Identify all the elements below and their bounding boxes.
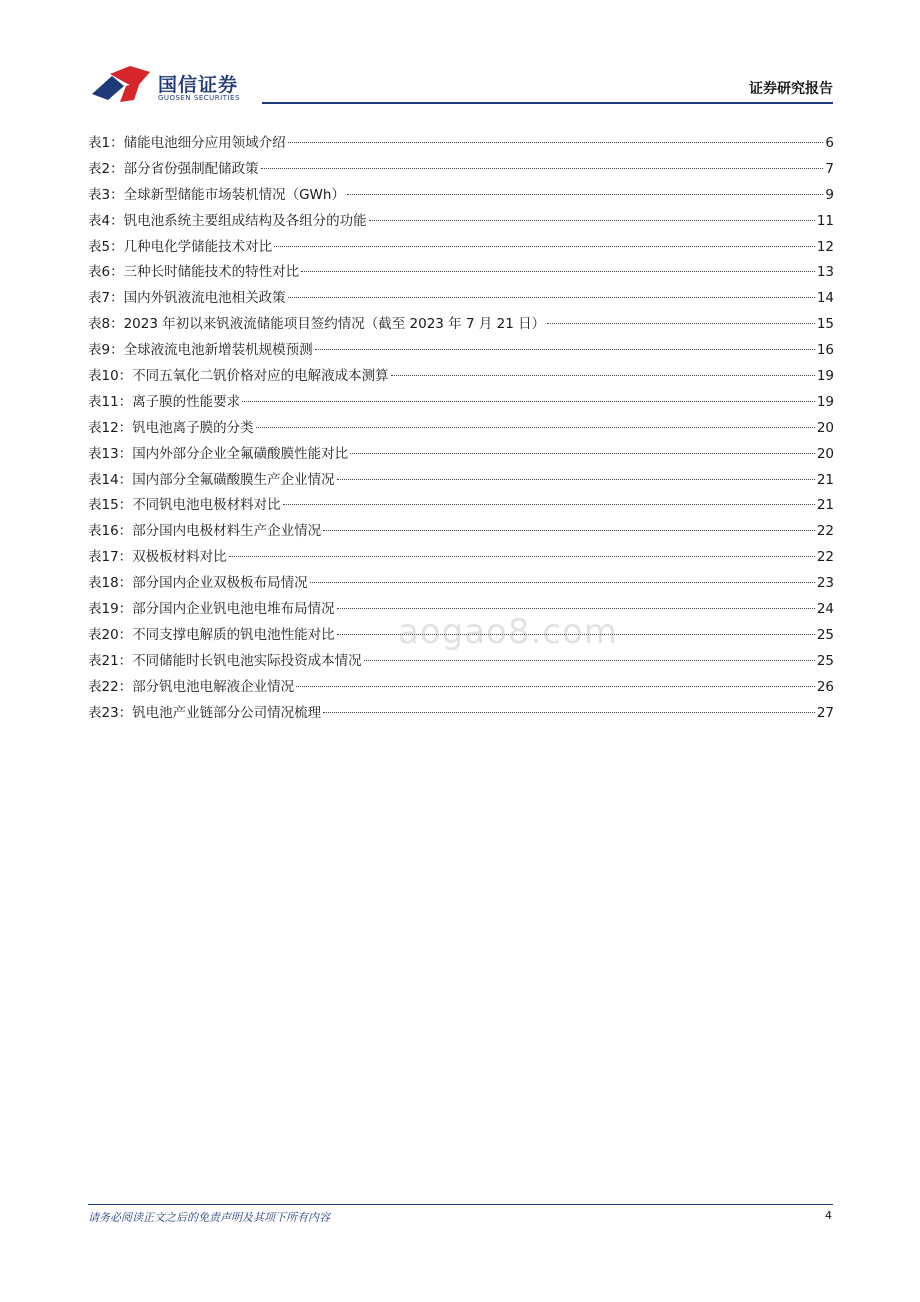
guosen-logo-icon (90, 64, 154, 104)
footer-disclaimer: 请务必阅读正文之后的免责声明及其项下所有内容 (88, 1211, 330, 1224)
toc-entry-label: 表20： (88, 626, 133, 643)
toc-dot-leader (391, 375, 815, 376)
toc-entry[interactable] (88, 235, 834, 261)
toc-entry-label: 表5： (88, 238, 124, 255)
logo-chinese-name: 国信证券 (158, 74, 239, 96)
toc-dot-leader (288, 297, 815, 298)
toc-entry-label: 表15： (88, 497, 133, 514)
toc-entry-label: 表1： (88, 135, 124, 151)
toc-entry-label: 表4： (88, 212, 124, 229)
toc-dot-leader (337, 479, 815, 480)
toc-entry[interactable] (88, 390, 834, 416)
toc-entry-title: 国内外部分企业全氟磺酸膜性能对比 (132, 445, 349, 462)
toc-entry-label: 表12： (88, 419, 133, 436)
toc-entry[interactable] (88, 442, 834, 468)
toc-dot-leader (369, 220, 815, 221)
toc-entry-title: 国内部分全氟磺酸膜生产企业情况 (132, 471, 335, 488)
toc-entry-label: 表11： (88, 393, 133, 410)
toc-entry-label: 表14： (88, 471, 133, 488)
toc-entry-title: 不同支撑电解质的钒电池性能对比 (132, 626, 335, 643)
toc-dot-leader (301, 271, 815, 272)
toc-entry-page: 20 (816, 419, 834, 436)
toc-entry[interactable] (88, 493, 834, 519)
toc-dot-leader (347, 194, 823, 195)
toc-entry-page: 22 (816, 549, 834, 566)
toc-dot-leader (229, 556, 815, 557)
toc-entry-title: 部分国内企业钒电池电堆布局情况 (132, 601, 335, 618)
toc-entry-label: 表22： (88, 678, 133, 695)
toc-entry-title: 钒电池产业链部分公司情况梳理 (132, 704, 322, 721)
toc-entry[interactable] (88, 571, 834, 597)
toc-entry-page: 25 (816, 626, 834, 643)
toc-entry-page: 7 (825, 160, 834, 177)
toc-entry-title: 不同五氧化二钒价格对应的电解液成本测算 (132, 368, 389, 385)
toc-entry-label: 表13： (88, 445, 133, 462)
toc-entry-title: 不同钒电池电极材料对比 (132, 497, 281, 514)
toc-entry-page: 25 (816, 652, 834, 669)
toc-dot-leader (315, 349, 815, 350)
toc-dot-leader (242, 401, 815, 402)
toc-entry[interactable] (88, 260, 834, 286)
toc-entry-title: 储能电池细分应用领域介绍 (123, 135, 286, 151)
toc-entry-label: 表7： (88, 290, 124, 307)
toc-entry-label: 表3： (88, 186, 124, 203)
logo-english-name: GUOSEN SECURITIES (158, 94, 240, 102)
toc-entry-label: 表9： (88, 342, 124, 359)
toc-entry-page: 13 (816, 264, 834, 281)
toc-entry[interactable] (88, 701, 834, 727)
toc-entry[interactable] (88, 157, 834, 183)
header-divider (262, 102, 833, 104)
guosen-logo (90, 64, 260, 106)
toc-entry-label: 表10： (88, 368, 133, 385)
toc-entry[interactable] (88, 286, 834, 312)
toc-entry[interactable] (88, 545, 834, 571)
toc-entry-page: 20 (816, 445, 834, 462)
toc-dot-leader (547, 323, 815, 324)
toc-entry[interactable] (88, 468, 834, 494)
toc-entry-label: 表23： (88, 704, 133, 721)
page-header (0, 0, 920, 104)
toc-dot-leader (256, 427, 815, 428)
toc-entry-title: 部分钒电池电解液企业情况 (132, 678, 295, 695)
toc-entry-title: 离子膜的性能要求 (132, 393, 241, 410)
toc-entry-page: 15 (816, 316, 834, 333)
toc-entry-page: 14 (816, 290, 834, 307)
toc-entry-label: 表21： (88, 652, 133, 669)
toc-entry[interactable] (88, 519, 834, 545)
page-number: 4 (825, 1209, 832, 1222)
toc-entry-label: 表8： (88, 316, 124, 333)
toc-entry-title: 部分国内企业双极板布局情况 (132, 575, 308, 592)
toc-entry-page: 6 (825, 135, 834, 151)
toc-entry-page: 12 (816, 238, 834, 255)
toc-entry-title: 全球液流电池新增装机规模预测 (123, 342, 313, 359)
toc-entry[interactable] (88, 312, 834, 338)
toc-entry-label: 表19： (88, 601, 133, 618)
toc-entry-title: 部分省份强制配储政策 (123, 160, 259, 177)
toc-entry-page: 19 (816, 393, 834, 410)
toc-entry-title: 全球新型储能市场装机情况（GWh） (123, 186, 345, 203)
toc-dot-leader (261, 168, 824, 169)
toc-entry-page: 23 (816, 575, 834, 592)
toc-entry-page: 16 (816, 342, 834, 359)
toc-dot-leader (283, 504, 815, 505)
toc-entry[interactable] (88, 416, 834, 442)
toc-entry[interactable] (88, 131, 834, 157)
footer-divider (88, 1204, 833, 1205)
toc-entry-title: 国内外钒液流电池相关政策 (123, 290, 286, 307)
toc-entry-label: 表6： (88, 264, 124, 281)
toc-dot-leader (310, 582, 815, 583)
watermark: aogao8.com (398, 612, 618, 652)
toc-entry-label: 表18： (88, 575, 133, 592)
toc-dot-leader (364, 660, 815, 661)
toc-entry-title: 双极板材料对比 (132, 549, 227, 566)
toc-entry-title: 几种电化学储能技术对比 (123, 238, 273, 255)
toc-entry-page: 21 (816, 497, 834, 514)
toc-entry-title: 三种长时储能技术的特性对比 (123, 264, 300, 281)
toc-entry-page: 9 (825, 186, 834, 203)
toc-entry[interactable] (88, 209, 834, 235)
toc-dot-leader (323, 530, 815, 531)
toc-entry[interactable] (88, 649, 834, 675)
toc-dot-leader (337, 608, 815, 609)
toc-entry-label: 表17： (88, 549, 133, 566)
toc-entry[interactable] (88, 338, 834, 364)
toc-entry-title: 钒电池系统主要组成结构及各组分的功能 (123, 212, 367, 229)
toc-entry-label: 表16： (88, 523, 133, 540)
toc-entry-page: 11 (816, 212, 834, 229)
toc-dot-leader (274, 246, 815, 247)
toc-entry-page: 21 (816, 471, 834, 488)
toc-entry-title: 钒电池离子膜的分类 (132, 419, 254, 436)
toc-dot-leader (288, 142, 824, 143)
toc-entry-page: 22 (816, 523, 834, 540)
toc-entry[interactable] (88, 183, 834, 209)
toc-entry-page: 26 (816, 678, 834, 695)
report-type-label: 证券研究报告 (749, 81, 833, 97)
toc-entry-page: 27 (816, 704, 834, 721)
toc-dot-leader (323, 712, 815, 713)
toc-entry-page: 19 (816, 368, 834, 385)
toc-entry-title: 2023 年初以来钒液流储能项目签约情况（截至 2023 年 7 月 21 日） (123, 316, 546, 333)
toc-dot-leader (296, 686, 815, 687)
toc-entry[interactable] (88, 364, 834, 390)
toc-entry-page: 24 (816, 601, 834, 618)
toc-entry[interactable] (88, 675, 834, 701)
toc-dot-leader (350, 453, 815, 454)
toc-entry-label: 表2： (88, 160, 124, 177)
toc-entry-title: 不同储能时长钒电池实际投资成本情况 (132, 652, 362, 669)
toc-entry-title: 部分国内电极材料生产企业情况 (132, 523, 322, 540)
